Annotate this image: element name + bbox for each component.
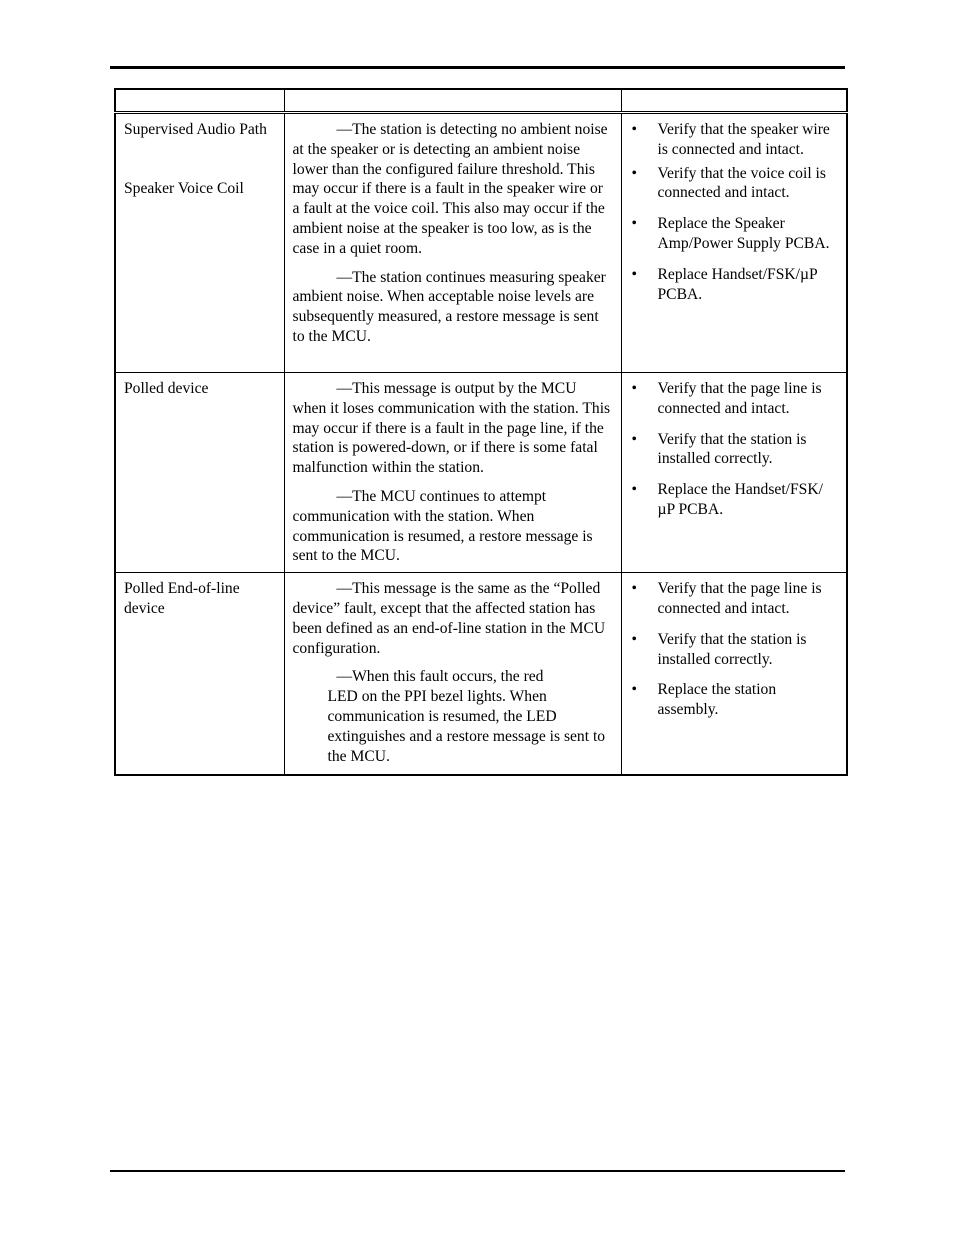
footer-rule: [110, 1170, 845, 1172]
list-item: • Verify that the page line is connected and intact.: [630, 579, 839, 619]
list-item: • Verify that the station is installed correctly.: [630, 630, 839, 670]
header-fault: [115, 89, 284, 113]
description-paragraph: —When this fault occurs, the red: [336, 668, 544, 686]
description-paragraph: —The station is detecting no ambient noise at the speaker or is detecting an ambient noise lower than the configured failure threshold. This may occur if there is a fault in the speaker wire or a fault at the voice coil. This also may occur if the ambient noise at the speaker is too low, as is the case in a quiet room.: [292, 121, 608, 257]
description-paragraph: —The station continues measuring speaker ambient noise. When acceptable noise levels are subsequently measured, a restore message is sent to the MCU.: [292, 268, 606, 345]
header-action: [621, 89, 847, 113]
list-item: • Replace the Handset/FSK/µP PCBA.: [630, 480, 839, 520]
fault-table: [114, 88, 848, 776]
fault-name: Speaker Voice Coil: [124, 179, 244, 197]
table-header-row: [115, 89, 847, 113]
action-list: [630, 579, 839, 720]
description-paragraph: —This message is output by the MCU when it loses communication with the station. This may occur if there is a fault in the page line, if the station is powered-down, or if there is some fatal malfunction within the station.: [292, 380, 611, 477]
table-row: [115, 573, 847, 776]
header-rule: [110, 66, 845, 69]
list-item: • Verify that the station is installed correctly.: [630, 430, 839, 470]
list-item: • Verify that the voice coil is connected and intact.: [630, 164, 839, 204]
list-item: • Verify that the speaker wire is connected and intact.: [630, 120, 839, 160]
fault-cell: [115, 373, 284, 573]
fault-name: Polled End-of-line device: [124, 580, 240, 617]
table-row: [115, 113, 847, 373]
description-paragraph: LED on the PPI bezel lights. When communication is resumed, the LED extinguishes and a restore message is sent to the MCU.: [327, 688, 606, 765]
list-item: • Replace the station assembly.: [630, 680, 839, 720]
list-item: • Verify that the page line is connected and intact.: [630, 379, 839, 419]
description-cell: [284, 373, 621, 573]
action-cell: [621, 113, 847, 373]
fault-name: Polled device: [124, 380, 209, 397]
action-list: [630, 120, 839, 304]
table-row: [115, 373, 847, 573]
fault-name: Supervised Audio Path: [124, 121, 267, 138]
action-list: [630, 379, 839, 520]
list-item: • Replace Handset/FSK/µP PCBA.: [630, 265, 839, 305]
description-cell: [284, 573, 621, 776]
fault-cell: [115, 573, 284, 776]
action-cell: [621, 573, 847, 776]
list-item: • Replace the Speaker Amp/Power Supply PCBA.: [630, 214, 839, 254]
action-cell: [621, 373, 847, 573]
header-description: [284, 89, 621, 113]
description-cell: [284, 113, 621, 373]
fault-cell: [115, 113, 284, 373]
description-paragraph: —This message is the same as the “Polled device” fault, except that the affected station has been defined as an end-of-line station in the MCU configuration.: [292, 580, 606, 657]
description-paragraph: —The MCU continues to attempt communication with the station. When communication is resumed, a restore message is sent to the MCU.: [292, 487, 593, 565]
